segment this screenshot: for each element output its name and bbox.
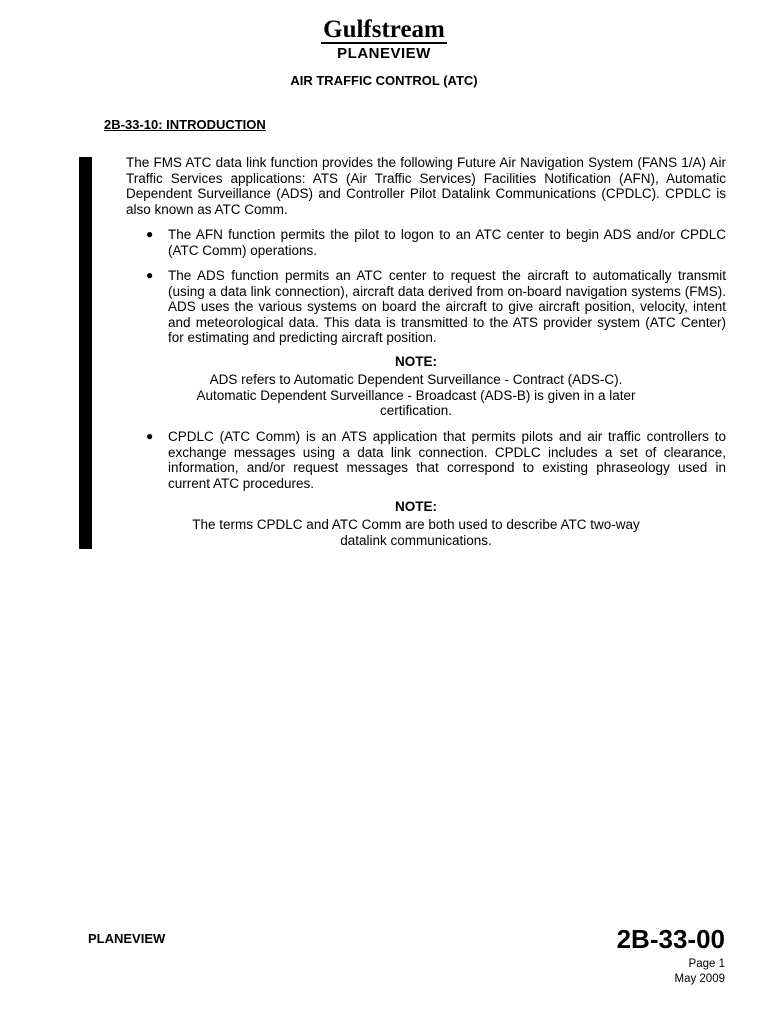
note-label: NOTE: [395,499,437,514]
note-label: NOTE: [395,354,437,369]
footer-section-code: 2B-33-00 [616,924,725,954]
note-line: datalink communications. [340,532,492,548]
brand-logo [0,16,768,44]
bullet-cpdlc: CPDLC (ATC Comm) is an ATS application that permits pilots and air traffic controllers to exchange messages using a data link connection. CPDLC includes a set of clearance, information, and/or request messages that correspond to existing phraseology used in current ATC procedures. [168,429,726,491]
bullet-icon: ● [146,429,154,443]
intro-paragraph: The FMS ATC data link function provides the following Future Air Navigation System (FANS 1/A) Air Traffic Services applications: ATS (Air Traffic Services) Facilities Notification (AFN), Automatic Dependent Surveillance (ADS) and Controller Pilot Datalink Communications (CPDLC). CPDLC is also known as ATC Comm. [126,155,726,217]
footer-page-number: Page 1 [688,958,725,970]
note-text [126,517,706,548]
note-line: The terms CPDLC and ATC Comm are both used to describe ATC two-way [192,517,640,532]
note-line: certification. [379,403,453,418]
page-title: AIR TRAFFIC CONTROL (ATC) [290,73,478,88]
bullet-icon: ● [146,227,154,241]
footer-date: May 2009 [674,973,725,985]
product-name: PLANEVIEW [337,45,431,62]
note-text [126,372,706,419]
note-line: ADS refers to Automatic Dependent Surveillance - Contract (ADS-C). [209,372,623,387]
footer-product: PLANEVIEW [88,931,166,946]
bullet-ads: The ADS function permits an ATC center to request the aircraft to automatically transmit (using a data link connection), aircraft data derived from on-board navigation systems (FMS). ADS uses the various systems on board the aircraft to give aircraft position, velocity, intent and meteorological data. This data is transmitted to the ATS provider system (ATC Center) for estimating and predicting aircraft position. [168,268,726,345]
bullet-icon: ● [146,268,154,282]
brand-logo-text: Gulfstream [323,16,445,43]
change-bar [79,157,92,549]
bullet-afn: The AFN function permits the pilot to logon to an ATC center to begin ADS and/or CPDLC (ATC Comm) operations. [168,227,726,258]
note-line: Automatic Dependent Surveillance - Broadcast (ADS-B) is given in a later [196,387,636,403]
section-heading: 2B-33-10: INTRODUCTION [104,117,266,132]
